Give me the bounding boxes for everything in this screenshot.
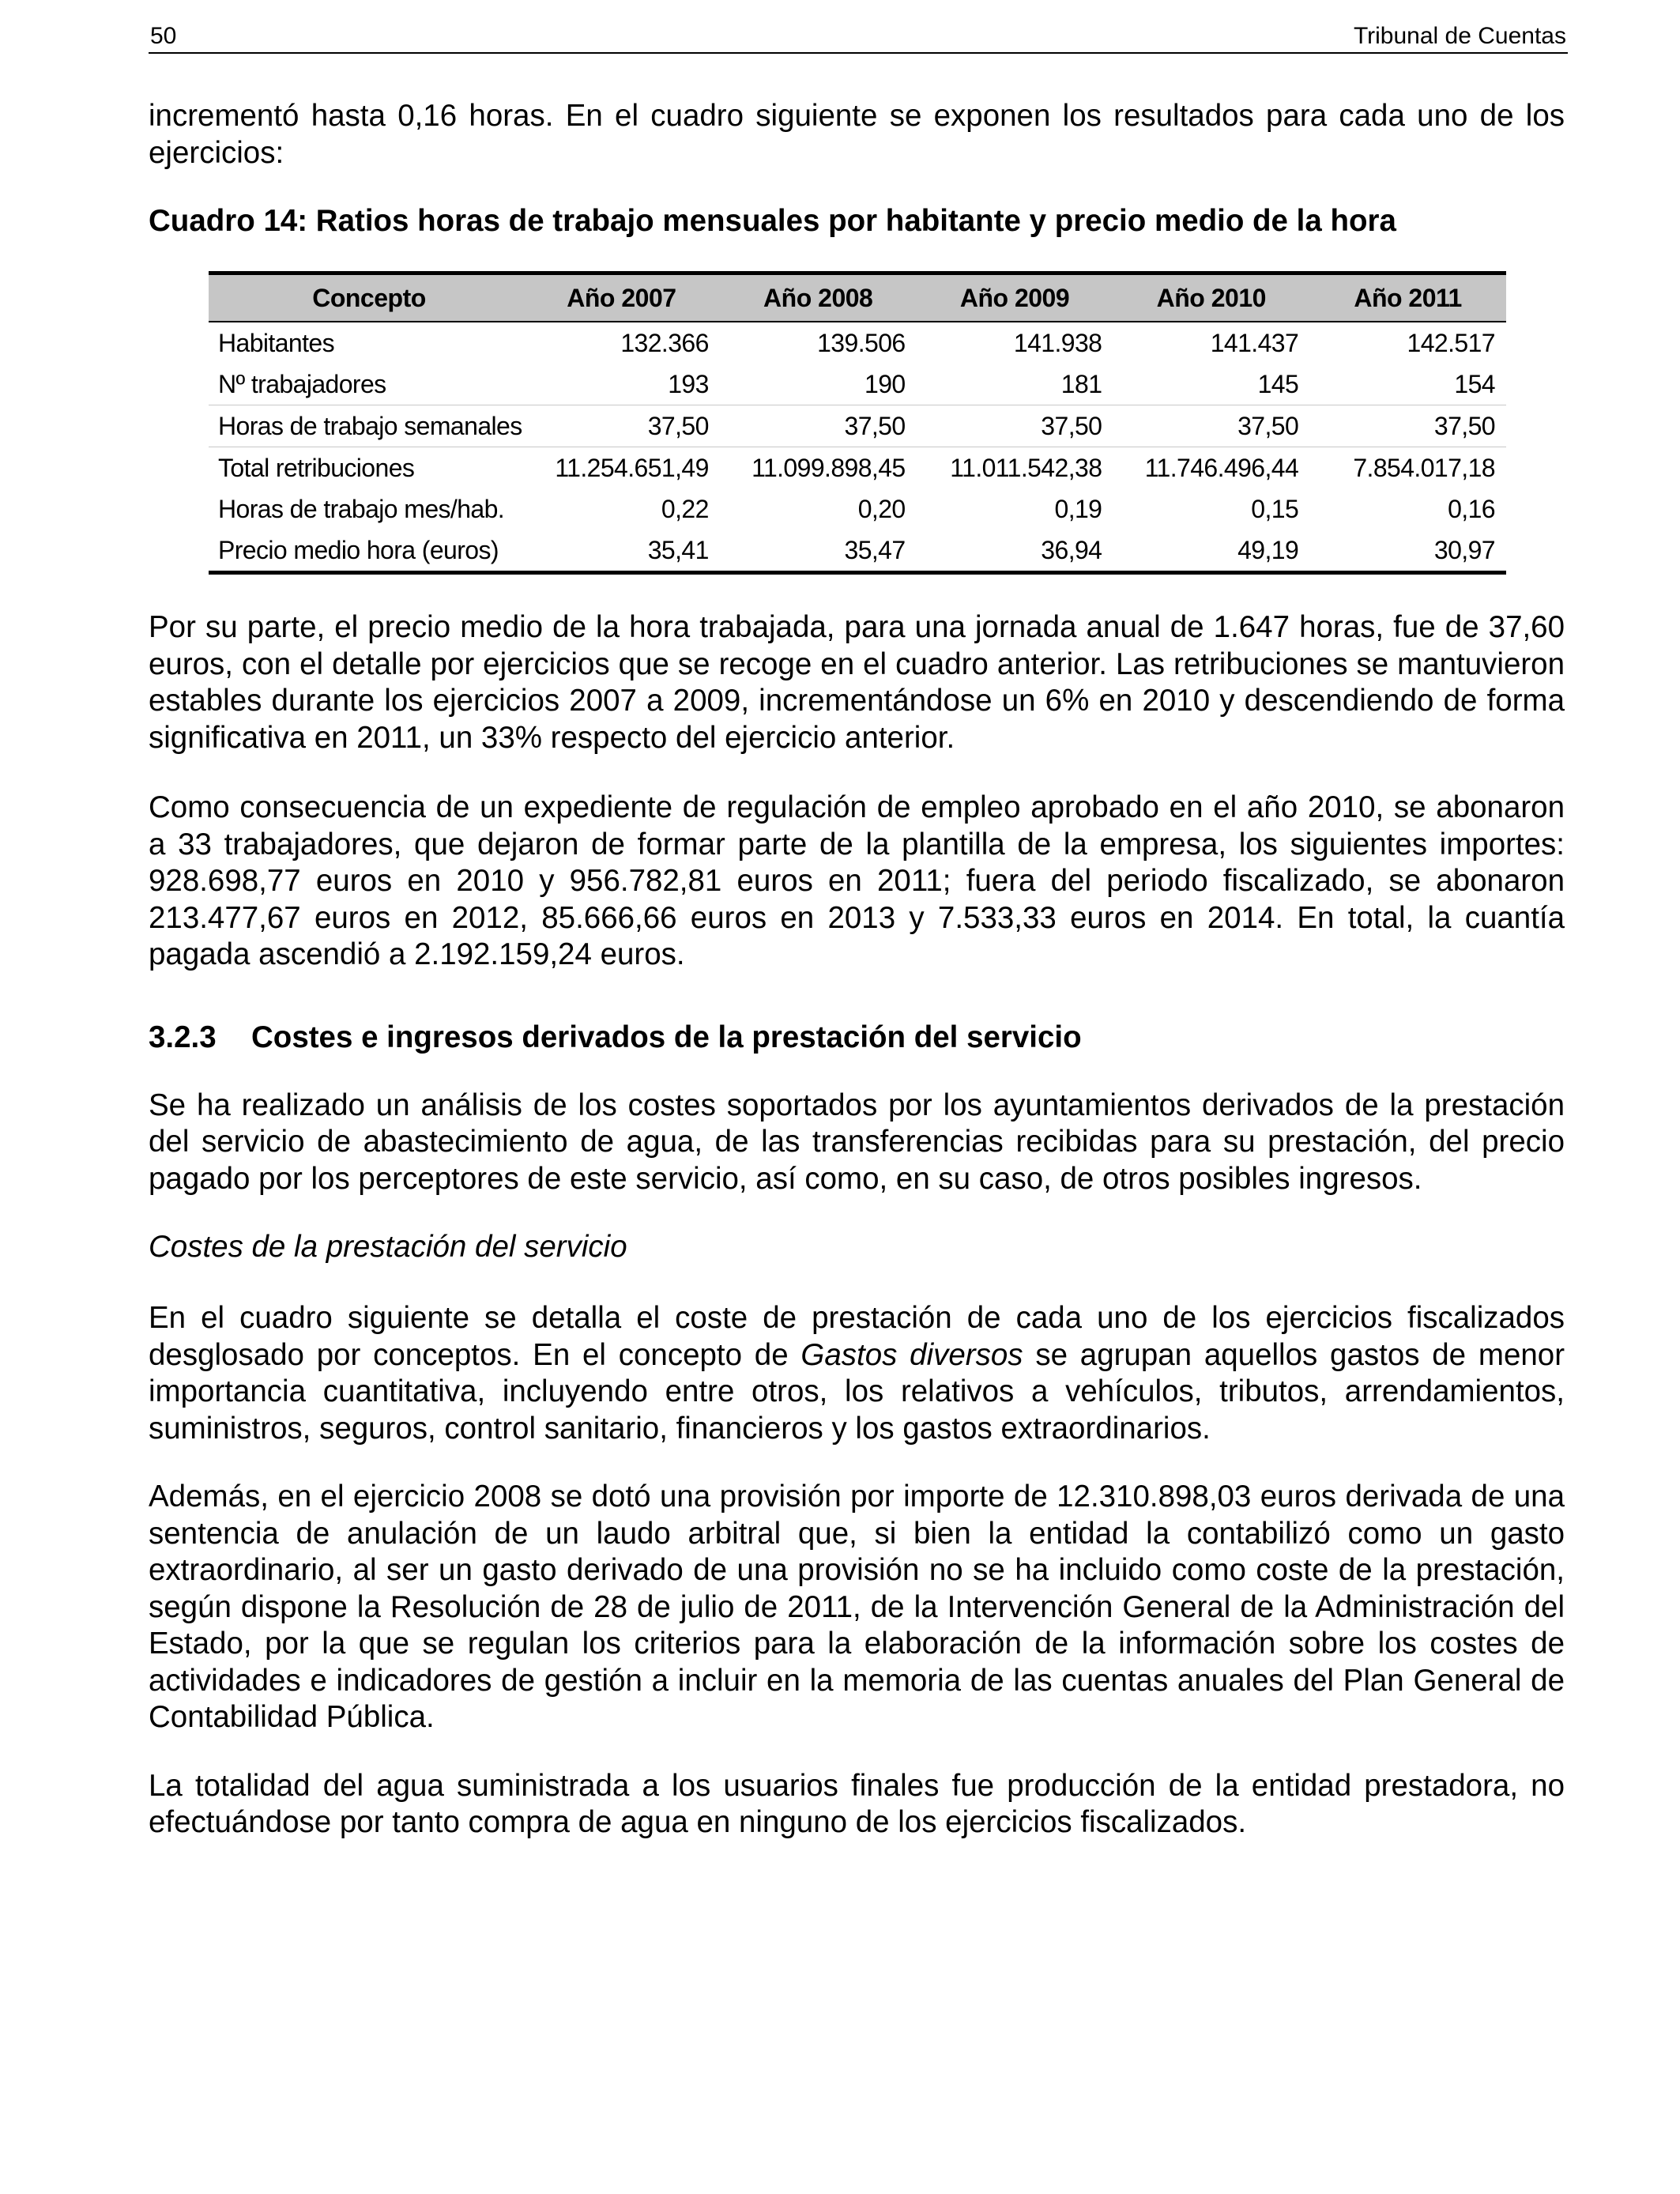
table-row — [209, 488, 1506, 530]
row-label: Nº trabajadores — [209, 364, 523, 405]
column-header: Año 2010 — [1113, 273, 1309, 322]
running-header — [149, 17, 1568, 54]
table-cell: 0,20 — [857, 494, 906, 523]
header-title: Tribunal de Cuentas — [1353, 23, 1566, 49]
price-paragraph: Por su parte, el precio medio de la hora trabajada, para una jornada anual de 1.647 horas, fue de 37,60 euros, con el detalle por ejercicios que se recoge en el cuadro anterior. Las retribuciones se mantuvieron estables durante los ejercicios 2007 a 2009, incrementándose un 6% en 2010 y descendiendo de forma significativa en 2011, un 33% respecto del ejercicio anterior. — [149, 610, 1565, 755]
analysis-paragraph: Se ha realizado un análisis de los costes soportados por los ayuntamientos derivados de la prestación del servicio de abastecimiento de agua, de las transferencias recibidas para su prestación, del precio pagado por los perceptores de este servicio, así como, en su caso, de otros posibles ingresos. — [149, 1088, 1565, 1196]
table-cell: 141.938 — [1013, 328, 1102, 357]
table-caption: Cuadro 14: Ratios horas de trabajo mensuales por habitante y precio medio de la hora — [149, 204, 1396, 238]
table-cell: 11.011.542,38 — [950, 453, 1102, 482]
costs-text-after: se agrupan aquellos gastos de menor importancia cuantitativa, incluyendo entre otros, los relativos a vehículos, tributos, arrendamientos, suministros, seguros, control sanitario, financieros y los gastos extraordinarios. — [149, 1337, 1565, 1446]
section-heading — [149, 1020, 1565, 1056]
intro-paragraph: incrementó hasta 0,16 horas. En el cuadro siguiente se exponen los resultados para cada uno de los ejercicios: — [149, 99, 1565, 170]
table-header-row — [209, 273, 1506, 322]
table-cell: 0,22 — [661, 494, 709, 523]
table-row — [209, 447, 1506, 489]
row-label: Horas de trabajo semanales — [209, 405, 523, 447]
table-cell: 35,41 — [523, 530, 720, 573]
water-paragraph: La totalidad del agua suministrada a los usuarios finales fue producción de la entidad prestadora, no efectuándose por tanto compra de agua en ninguno de los ejercicios fiscalizados. — [149, 1768, 1565, 1839]
costs-paragraph — [149, 1300, 1565, 1447]
costs-text-before: En el cuadro siguiente se detalla el coste de prestación de cada uno de los ejercicios fiscalizados desglosado por conceptos. En el concepto de — [149, 1301, 1565, 1372]
table-cell: 181 — [917, 364, 1113, 405]
section-title: Costes e ingresos derivados de la prestación del servicio — [251, 1020, 1082, 1054]
page-number: 50 — [150, 23, 177, 49]
table-row — [209, 322, 1506, 364]
table-cell: 49,19 — [1113, 530, 1309, 573]
table-cell: 193 — [523, 364, 720, 405]
table-cell: 37,50 — [720, 405, 917, 447]
table-cell: 11.254.651,49 — [555, 453, 709, 482]
table-cell: 37,50 — [1309, 405, 1506, 447]
ere-paragraph: Como consecuencia de un expediente de regulación de empleo aprobado en el año 2010, se abonaron a 33 trabajadores, que dejaron de formar parte de la plantilla de la empresa, los siguientes importes: 928.698,77 euros en 2010 y 956.782,81 euros en 2011; fuera del periodo fiscalizado, se abonaron 213.477,67 euros en 2012, 85.666,66 euros en 2013 y 7.533,33 euros en 2014. En total, la cuantía pagada ascendió a 2.192.159,24 euros. — [149, 790, 1565, 971]
table-cell: 36,94 — [917, 530, 1113, 573]
row-label: Precio medio hora (euros) — [209, 530, 523, 573]
table-cell: 30,97 — [1309, 530, 1506, 573]
table-cell: 190 — [720, 364, 917, 405]
column-header: Año 2009 — [917, 273, 1113, 322]
table-cell: 0,16 — [1448, 494, 1495, 523]
table-cell: 145 — [1113, 364, 1309, 405]
row-label: Horas de trabajo mes/hab. — [218, 494, 505, 523]
table-cell: 37,50 — [1113, 405, 1309, 447]
table-cell: 37,50 — [917, 405, 1113, 447]
table-cell: 132.366 — [620, 328, 709, 357]
table-cell: 154 — [1309, 364, 1506, 405]
table-row — [209, 530, 1506, 573]
table-cell: 7.854.017,18 — [1353, 453, 1495, 482]
provision-paragraph: Además, en el ejercicio 2008 se dotó una provisión por importe de 12.310.898,03 euros derivada de una sentencia de anulación de un laudo arbitral que, si bien la entidad la contabilizó como un gasto extraordinario, al ser un gasto derivado de una provisión no se ha incluido como coste de la prestación, según dispone la Resolución de 28 de julio de 2011, de la Intervención General de la Administración del Estado, por la que se regulan los criterios para la elaboración de la información sobre los costes de actividades e indicadores de gestión a incluir en la memoria de las cuentas anuales del Plan General de Contabilidad Pública. — [149, 1480, 1565, 1734]
row-label: Total retribuciones — [218, 453, 415, 482]
table-cell: 35,47 — [720, 530, 917, 573]
table-cell: 141.437 — [1210, 328, 1299, 357]
column-header: Año 2008 — [720, 273, 917, 322]
table-cell: 139.506 — [817, 328, 906, 357]
table-cell: 142.517 — [1407, 328, 1495, 357]
table-cell: 11.746.496,44 — [1144, 453, 1299, 482]
table-cell: 0,19 — [1054, 494, 1102, 523]
costs-term-italic: Gastos diversos — [800, 1337, 1023, 1372]
column-header: Año 2007 — [523, 273, 720, 322]
table-cell: 0,15 — [1251, 494, 1299, 523]
table-wrapper — [209, 271, 1506, 575]
column-header: Concepto — [209, 273, 523, 322]
table-row — [209, 405, 1506, 447]
table-cell: 37,50 — [523, 405, 720, 447]
column-header: Año 2011 — [1309, 273, 1506, 322]
table-cell: 11.099.898,45 — [751, 453, 906, 482]
subheading: Costes de la prestación del servicio — [149, 1230, 627, 1264]
row-label: Habitantes — [218, 328, 334, 357]
table-row — [209, 364, 1506, 405]
ratios-table — [209, 271, 1506, 575]
page-content — [149, 98, 1565, 1842]
section-number: 3.2.3 — [149, 1020, 217, 1054]
